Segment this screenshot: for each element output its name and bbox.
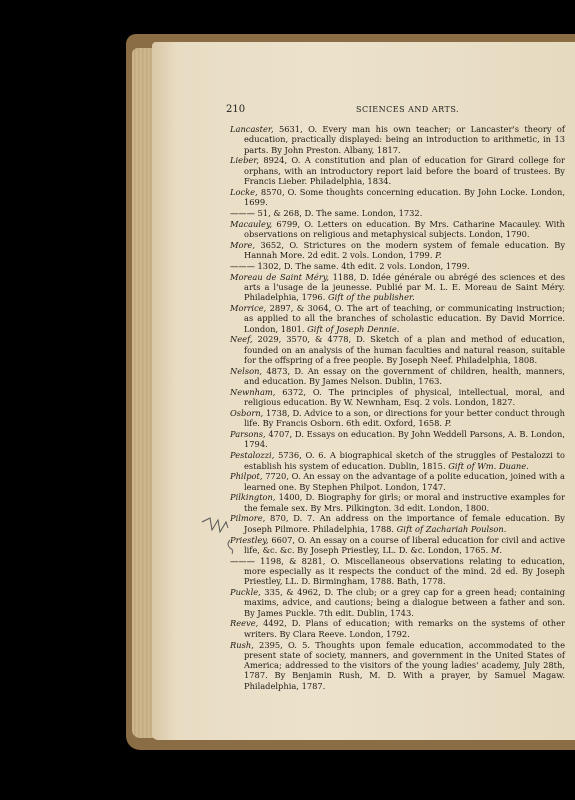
entry-text: 1188, D. Idée générale ou abrégé des sciences et des arts a l'usage de la jeunesse. Publié par M. L. E. Moreau de Saint Méry. Philadelphia, 1796. [244, 271, 565, 303]
entry-text: 4492, D. Plans of education; with remarks on the systems of other writers. By Clara Reeve. London, 1792. [244, 618, 565, 639]
catalog-entry [230, 492, 565, 513]
entry-author: Pilmore, [230, 513, 266, 524]
entry-text: 7720, O. An essay on the advantage of a polite education, joined with a learned one. By Stephen Philpot. London, 1747. [244, 471, 565, 492]
catalog-entry [230, 208, 565, 218]
entry-author: Rush, [230, 639, 254, 650]
entry-author: Pestalozzi, [230, 450, 275, 461]
catalog-entry [230, 535, 565, 556]
entry-text: 1400, D. Biography for girls; or moral and instructive examples for the female sex. By Mrs. Pilkington. 3d edit. London, 1800. [244, 492, 565, 513]
entry-text: 3652, O. Strictures on the modern system of female education. By Hannah More. 2d edit. 2 vols. London, 1799. [244, 239, 566, 261]
catalog-entry [230, 240, 565, 261]
catalog-entry [230, 124, 565, 155]
entry-author: More, [230, 239, 256, 250]
catalog-entry [230, 155, 565, 186]
catalog-entry [230, 471, 565, 492]
entry-author: ——— [230, 207, 255, 218]
entry-author: Pilkington, [230, 492, 276, 503]
entry-author: Lancaster, [230, 124, 274, 134]
catalog-entry [230, 334, 565, 365]
entry-text: 870, D. 7. An address on the importance of female education. By Joseph Pilmore. Philadelphia, 1788. [244, 513, 565, 534]
entry-gift-note: Gift of Zachariah Poulson. [396, 523, 507, 534]
catalog-entry [230, 366, 565, 387]
catalog-entry [230, 556, 565, 587]
catalog-entry [230, 450, 565, 471]
entry-author: ——— [230, 260, 255, 271]
entry-text: 51, & 268, D. The same. London, 1732. [257, 207, 423, 218]
entry-gift-note: P. [435, 250, 442, 261]
entry-text: 1302, D. The same. 4th edit. 2 vols. London, 1799. [257, 260, 470, 271]
entry-author: Macauley, [230, 218, 273, 229]
entry-text: 5631, O. Every man his own teacher; or Lancaster's theory of education, practically displayed: being an introduction to arithmetic, in 13 parts. By John Preston. Albany, 1817. [244, 124, 565, 155]
catalog-entry [230, 261, 565, 271]
catalog-entry [230, 429, 565, 450]
catalog-entry [230, 587, 565, 618]
catalog-entries [230, 124, 565, 692]
entry-text: 6607, O. An essay on a course of liberal education for civil and active life, &c. &c. By Joseph Priestley, LL. D. &c. London, 1765. [244, 534, 566, 555]
catalog-entry [230, 187, 565, 208]
entry-text: 8924, O. A constitution and plan of education for Girard college for orphans, with an introductory report laid before the board of trustees. By Francis Lieber. Philadelphia, 1834. [244, 155, 566, 186]
pencil-mark [200, 510, 240, 570]
entry-text: 6799, O. Letters on education. By Mrs. Catharine Macauley. With observations on religious and metaphysical subjects. London, 1790. [244, 218, 566, 239]
running-head: SCIENCES AND ARTS. [356, 105, 460, 114]
entry-gift-note: M. [490, 544, 503, 555]
catalog-entry [230, 408, 565, 429]
page-number: 210 [226, 104, 246, 115]
entry-author: Morrice, [230, 303, 267, 314]
entry-author: Neef, [230, 334, 253, 345]
entry-text: 2897, & 3064, O. The art of teaching, or communicating instruction; as applied to all the branches of scholastic education. By David Morrice. London, 1801. [244, 303, 565, 334]
entry-text: 5736, O. 6. A biographical sketch of the struggles of Pestalozzi to establish his system of education. Dublin, 1815. [244, 450, 566, 471]
entry-gift-note: Gift of Wm. Duane. [448, 460, 529, 471]
entry-gift-note: Gift of Joseph Dennie. [307, 323, 400, 334]
entry-text: 6372, O. The principles of physical, intellectual, moral, and religious education. By W. Newnham, Esq. 2 vols. London, 1827. [244, 386, 565, 408]
entry-author: Reeve, [230, 618, 259, 629]
entry-text: 8570, O. Some thoughts concerning education. By John Locke. London, 1699. [244, 186, 565, 208]
entry-text: 1198, & 8281, O. Miscellaneous observations relating to education, more especially as it respects the conduct of the mind. 2d ed. By Joseph Priestley, LL. D. Birmingham, 1788. Bath, 1778. [244, 555, 565, 587]
catalog-entry [230, 640, 565, 691]
entry-author: Moreau de Saint Méry, [230, 271, 330, 282]
entry-author: Newnham, [230, 386, 276, 397]
entry-author: Philpot, [230, 471, 263, 482]
catalog-entry [230, 303, 565, 334]
entry-author: Puckle, [230, 587, 261, 598]
entry-author: Lieber, [230, 155, 259, 166]
entry-text: 1738, D. Advice to a son, or directions for your better conduct through life. By Francis Osborn. 6th edit. Oxford, 1658. [244, 408, 565, 429]
entry-author: Osborn, [230, 408, 264, 419]
catalog-entry [230, 387, 565, 408]
catalog-entry [230, 513, 565, 534]
entry-author: Parsons, [230, 429, 266, 440]
catalog-entry [230, 618, 565, 639]
catalog-entry [230, 272, 565, 303]
entry-author: Priestley, [230, 534, 269, 545]
catalog-entry [230, 219, 565, 240]
entry-text: 4873, D. An essay on the government of children, health, manners, and education. By James Nelson. Dublin, 1763. [244, 365, 565, 387]
entry-text: 4707, D. Essays on education. By John Weddell Parsons, A. B. London, 1794. [244, 429, 566, 450]
entry-author: ——— [230, 555, 255, 566]
entry-text: 2395, O. 5. Thoughts upon female education, accommodated to the present state of society, manners, and government in the United States of America; addressed to the visitors of the young ladies' academy, July 28th, 1787. By Benjamin Rush, M. D. With a prayer, by Samuel Magaw. Philadelphia, 1787. [244, 639, 566, 691]
entry-text: 335, & 4962, D. The club; or a grey cap for a green head; containing maxims, advice, and cautions; being a dialogue between a father and son. By James Puckle. 7th edit. Dublin, 1743. [244, 587, 565, 618]
entry-gift-note: Gift of the publisher. [327, 292, 415, 303]
entry-author: Locke, [230, 186, 258, 197]
entry-gift-note: P. [444, 418, 452, 429]
entry-text: 2029, 3570, & 4778, D. Sketch of a plan and method of education, founded on an analysis of the human faculties and natural reason, suitable for the offspring of a free people. By Joseph Neef. Philadelphia, 1808. [244, 334, 565, 366]
entry-author: Nelson, [230, 365, 263, 376]
